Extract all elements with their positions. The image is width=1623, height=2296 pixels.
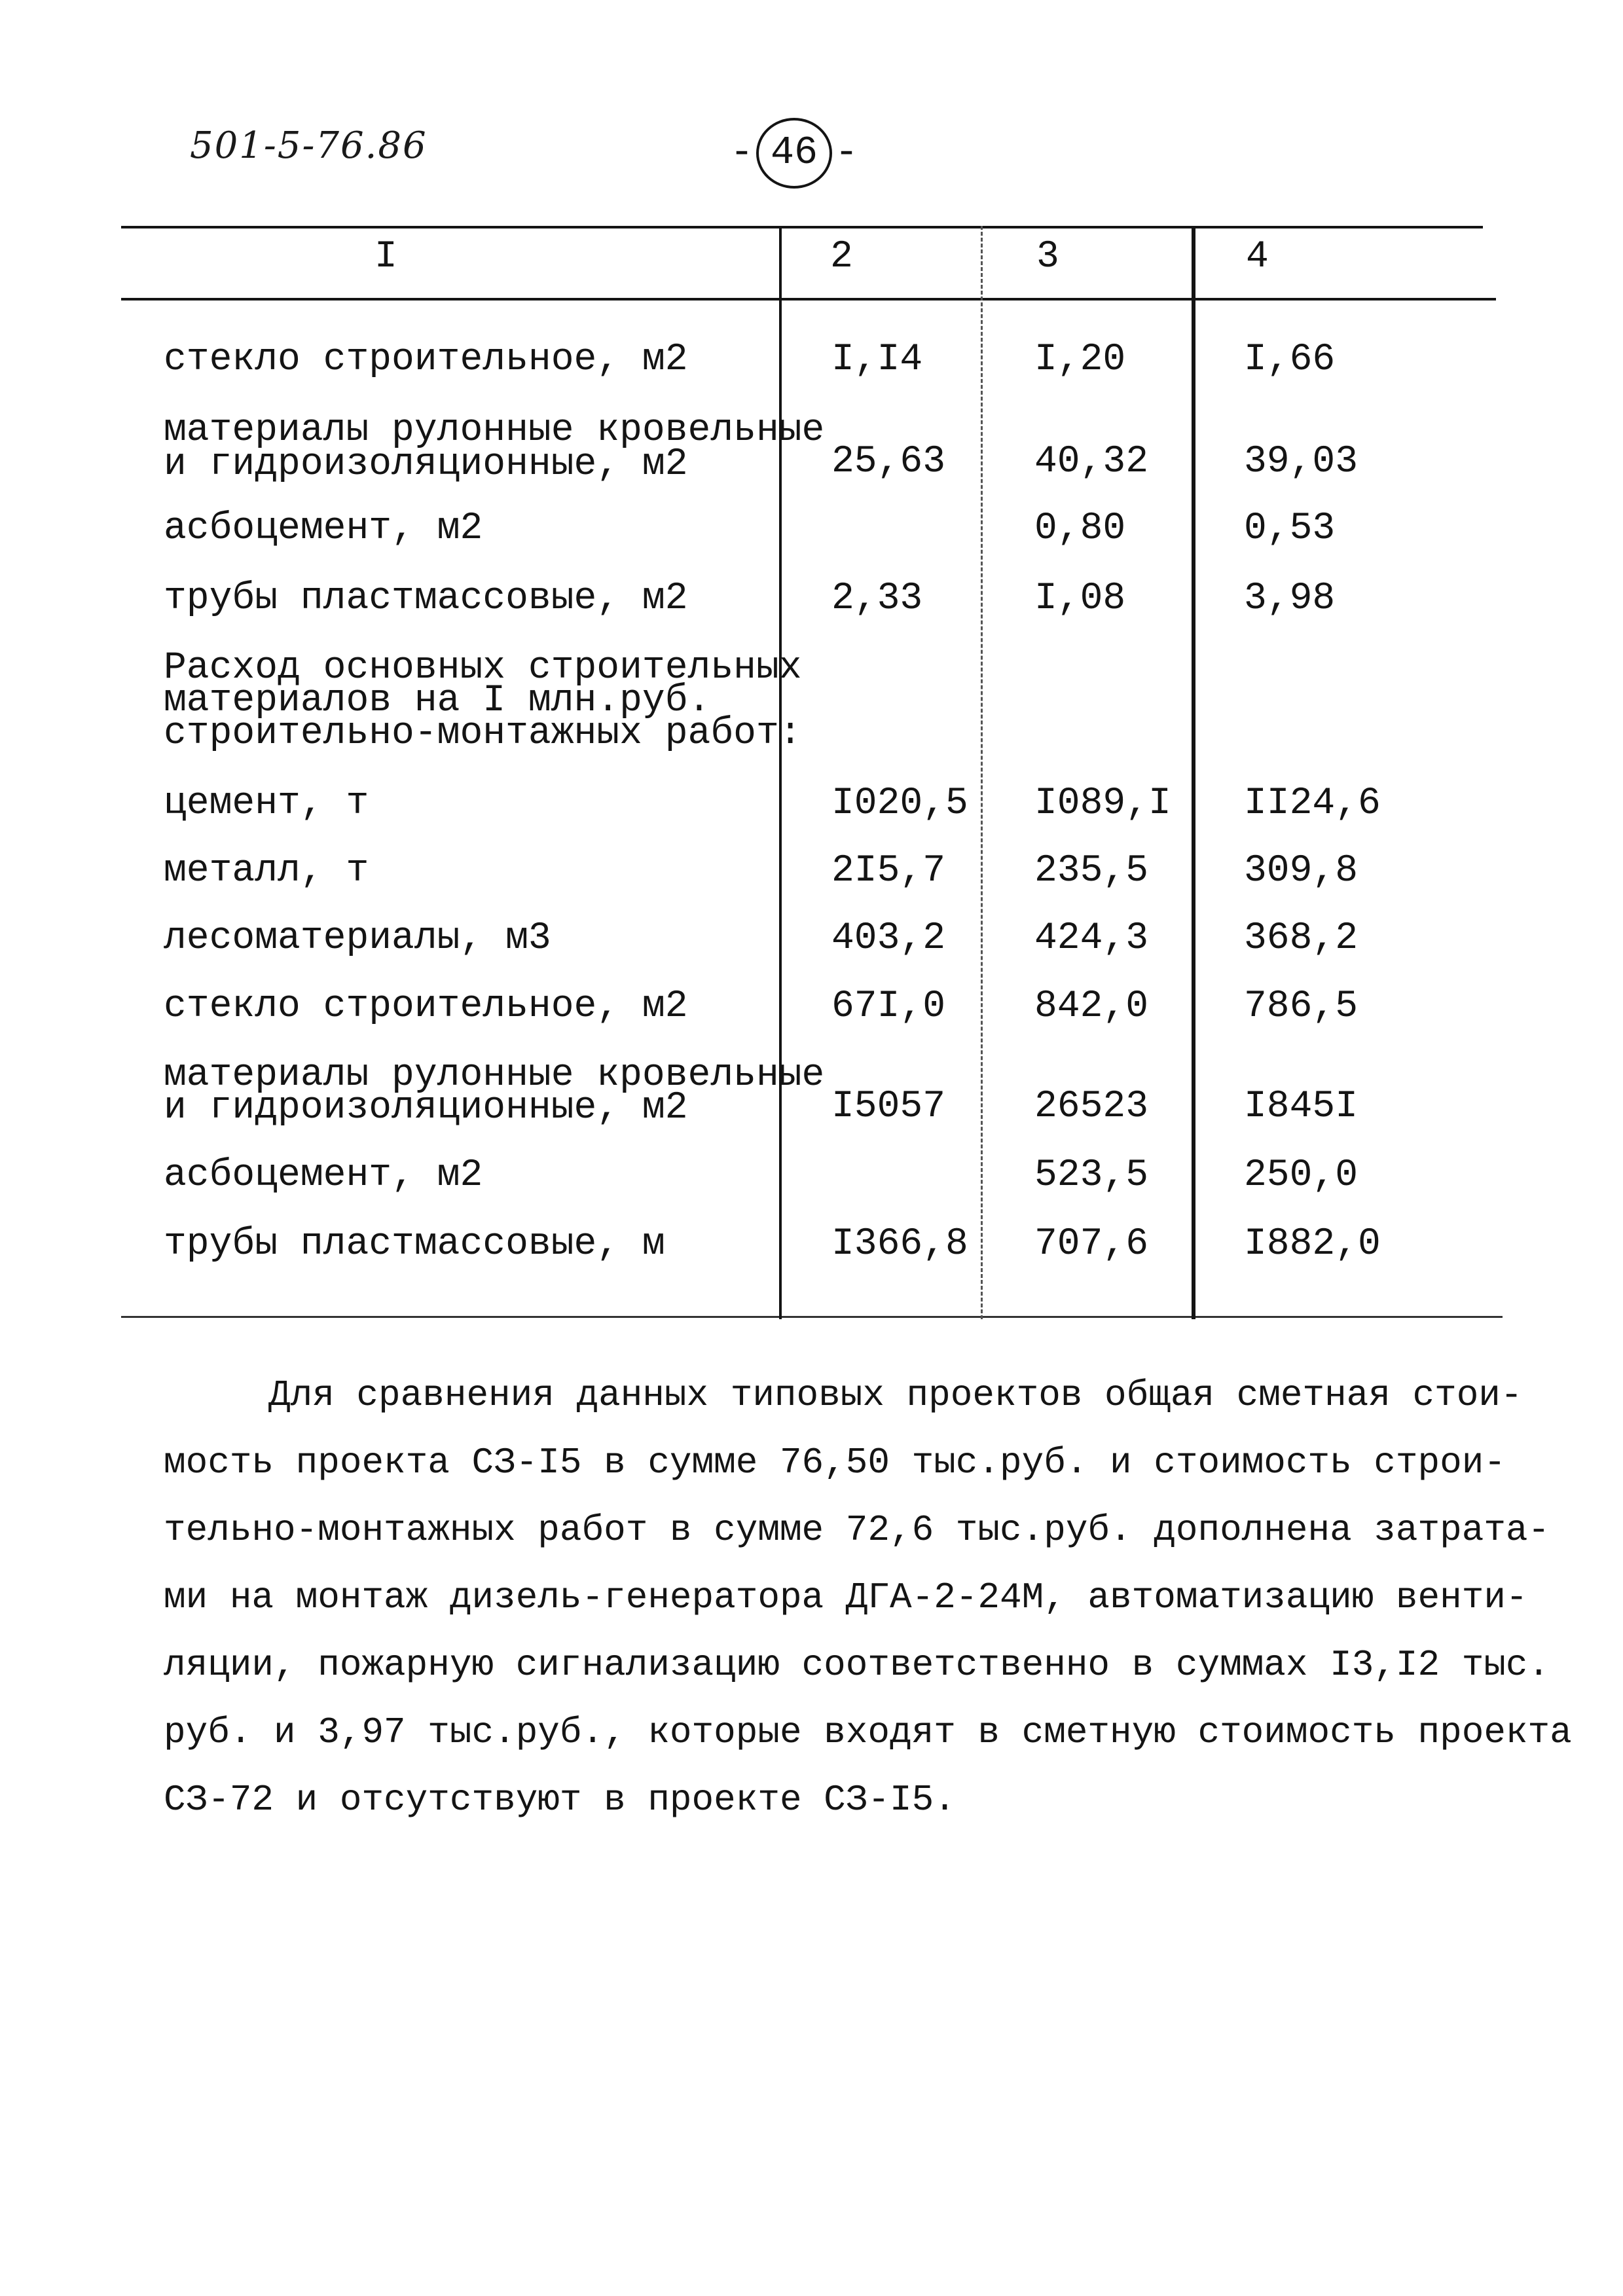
page-number bbox=[730, 118, 858, 189]
row-value-col3: 424,3 bbox=[1034, 917, 1149, 960]
row-value-col2: I5057 bbox=[831, 1085, 946, 1128]
page-number-circle bbox=[756, 118, 832, 189]
paragraph-line: мость проекта СЗ-I5 в сумме 76,50 тыс.руб. и стоимость строи- bbox=[164, 1442, 1506, 1484]
body-paragraph bbox=[164, 1362, 1572, 1834]
row-value-col2: I,I4 bbox=[831, 338, 923, 381]
table-header-rule bbox=[121, 298, 1496, 301]
row-label: трубы пластмассовые, м2 bbox=[164, 577, 688, 620]
column-header-4: 4 bbox=[1246, 236, 1269, 278]
page-number-dash-right: - bbox=[835, 131, 859, 175]
row-value-col4: I882,0 bbox=[1244, 1223, 1381, 1266]
row-value-col3: 0,80 bbox=[1034, 507, 1126, 550]
row-value-col2: I020,5 bbox=[831, 782, 968, 825]
row-value-col2: 67I,0 bbox=[831, 985, 946, 1028]
paragraph-line: ляции, пожарную сигнализацию соответственно в суммах I3,I2 тыс. bbox=[164, 1644, 1550, 1686]
row-value-col3: 40,32 bbox=[1034, 441, 1149, 483]
table-bottom-rule bbox=[121, 1316, 1503, 1318]
row-label: трубы пластмассовые, м bbox=[164, 1223, 665, 1266]
row-value-col4: 0,53 bbox=[1244, 507, 1336, 550]
row-label: стекло строительное, м2 bbox=[164, 338, 688, 381]
page-number-value: 46 bbox=[771, 131, 818, 175]
row-value-col4: 786,5 bbox=[1244, 985, 1359, 1028]
row-label: материалы рулонные кровельные bbox=[164, 409, 825, 452]
paragraph-line: ми на монтаж дизель-генератора ДГА-2-24М, автоматизацию венти- bbox=[164, 1576, 1528, 1618]
column-header-3: 3 bbox=[1036, 236, 1059, 278]
row-value-col4: II24,6 bbox=[1244, 782, 1381, 825]
table-divider-2 bbox=[981, 226, 983, 1319]
row-value-col2: 403,2 bbox=[831, 917, 946, 960]
page-number-dash-left: - bbox=[730, 131, 754, 175]
row-value-col4: 368,2 bbox=[1244, 917, 1359, 960]
row-value-col3: 842,0 bbox=[1034, 985, 1149, 1028]
row-value-col3: I,08 bbox=[1034, 577, 1126, 620]
row-label: асбоцемент, м2 bbox=[164, 507, 483, 550]
paragraph-line: тельно-монтажных работ в сумме 72,6 тыс.руб. дополнена затрата- bbox=[164, 1509, 1550, 1551]
row-value-col2: 25,63 bbox=[831, 441, 946, 483]
table-divider-3 bbox=[1192, 226, 1195, 1319]
row-label-continued: и гидроизоляционные, м2 bbox=[164, 1087, 688, 1129]
row-label: металл, т bbox=[164, 850, 369, 892]
paragraph-line: Для сравнения данных типовых проектов общая сметная стои- bbox=[268, 1374, 1523, 1416]
row-value-col2: 2I5,7 bbox=[831, 850, 946, 892]
row-value-col3: I089,I bbox=[1034, 782, 1171, 825]
row-value-col3: 707,6 bbox=[1034, 1223, 1149, 1266]
section-heading-continued: строительно-монтажных работ: bbox=[164, 712, 802, 755]
row-value-col3: I,20 bbox=[1034, 338, 1126, 381]
row-label: асбоцемент, м2 bbox=[164, 1154, 483, 1197]
row-label-continued: и гидроизоляционные, м2 bbox=[164, 443, 688, 486]
section-heading-continued: материалов на I млн.руб. bbox=[164, 680, 711, 722]
paragraph-line: руб. и 3,97 тыс.руб., которые входят в сметную стоимость проекта bbox=[164, 1711, 1572, 1753]
table-top-rule bbox=[121, 226, 1483, 228]
row-value-col3: 523,5 bbox=[1034, 1154, 1149, 1197]
row-label: цемент, т bbox=[164, 782, 369, 825]
table-divider-1 bbox=[779, 226, 782, 1319]
row-label: лесоматериалы, м3 bbox=[164, 917, 551, 960]
row-value-col4: 3,98 bbox=[1244, 577, 1336, 620]
row-value-col4: 250,0 bbox=[1244, 1154, 1359, 1197]
document-code: 501-5-76.86 bbox=[190, 124, 428, 167]
column-header-2: 2 bbox=[830, 236, 853, 278]
row-value-col4: I845I bbox=[1244, 1085, 1359, 1128]
section-heading: Расход основных строительных bbox=[164, 647, 802, 689]
row-label: стекло строительное, м2 bbox=[164, 985, 688, 1028]
column-header-1: I bbox=[374, 236, 397, 278]
row-label: материалы рулонные кровельные bbox=[164, 1054, 825, 1097]
row-value-col4: I,66 bbox=[1244, 338, 1336, 381]
paragraph-line: СЗ-72 и отсутствуют в проекте СЗ-I5. bbox=[164, 1779, 956, 1821]
row-value-col3: 26523 bbox=[1034, 1085, 1149, 1128]
row-value-col2: 2,33 bbox=[831, 577, 923, 620]
row-value-col3: 235,5 bbox=[1034, 850, 1149, 892]
row-value-col4: 309,8 bbox=[1244, 850, 1359, 892]
row-value-col2: I366,8 bbox=[831, 1223, 968, 1266]
row-value-col4: 39,03 bbox=[1244, 441, 1359, 483]
